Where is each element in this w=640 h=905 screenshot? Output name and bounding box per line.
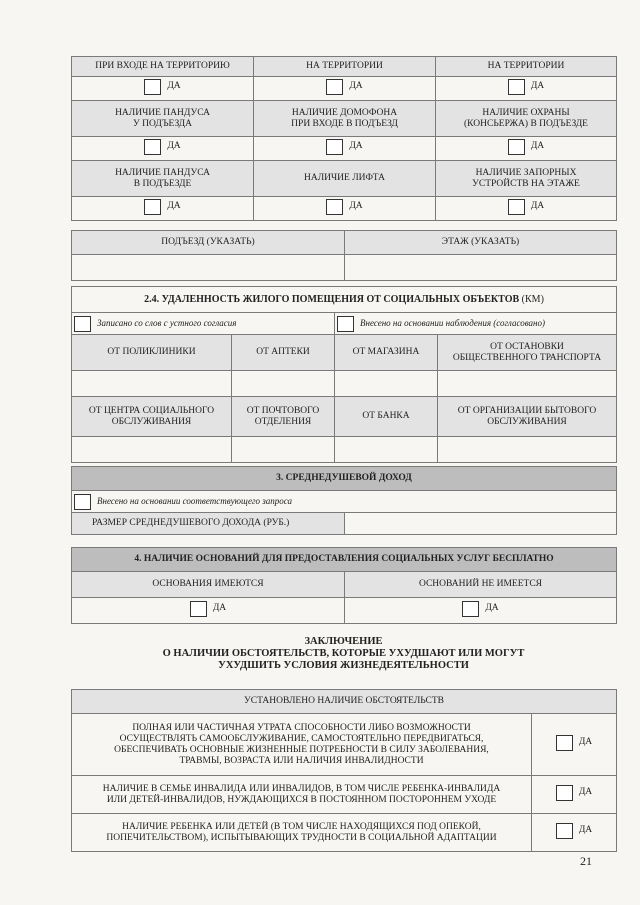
request-checkbox[interactable] xyxy=(74,494,91,510)
yes-checkbox[interactable] xyxy=(326,79,343,95)
yes-checkbox[interactable] xyxy=(508,199,525,215)
distance-header: ОТ АПТЕКИ xyxy=(232,335,335,371)
access-header: НАЛИЧИЕ ПАНДУСА У ПОДЪЕЗДА xyxy=(72,101,254,137)
request-option: Внесено на основании соответствующего запроса xyxy=(97,495,292,506)
yes-checkbox[interactable] xyxy=(326,139,343,155)
yes-checkbox[interactable] xyxy=(326,199,343,215)
yes-label: ДА xyxy=(167,201,181,211)
yes-checkbox[interactable] xyxy=(144,79,161,95)
entrance-floor-table xyxy=(71,230,617,281)
entrance-input[interactable] xyxy=(72,255,345,281)
distance-input[interactable] xyxy=(72,371,232,397)
distance-input[interactable] xyxy=(72,437,232,463)
grounds-have-not-label: ОСНОВАНИЙ НЕ ИМЕЕТСЯ xyxy=(345,572,617,598)
yes-checkbox[interactable] xyxy=(144,139,161,155)
grounds-have-label: ОСНОВАНИЯ ИМЕЮТСЯ xyxy=(72,572,345,598)
circumstance-text: НАЛИЧИЕ РЕБЕНКА ИЛИ ДЕТЕЙ (В ТОМ ЧИСЛЕ НАХОДЯЩИХСЯ ПОД ОПЕКОЙ, ПОПЕЧИТЕЛЬСТВОМ), ИСПЫТЫВАЮЩИХ ТРУДНОСТИ В СОЦИАЛЬНОЙ АДАПТАЦИИ xyxy=(72,814,532,852)
yes-label: ДА xyxy=(530,201,545,211)
yes-label: ДА xyxy=(530,141,545,151)
yes-checkbox[interactable] xyxy=(508,79,525,95)
conclusion-table xyxy=(71,689,617,852)
access-header: НАЛИЧИЕ ДОМОФОНА ПРИ ВХОДЕ В ПОДЪЕЗД xyxy=(254,101,436,137)
yes-checkbox[interactable] xyxy=(508,139,525,155)
yes-label: ДА xyxy=(349,201,363,211)
yes-label: ДА xyxy=(349,81,363,91)
distance-input[interactable] xyxy=(335,437,438,463)
income-table xyxy=(71,466,617,535)
yes-checkbox[interactable] xyxy=(144,199,161,215)
access-header: НАЛИЧИЕ ПАНДУСА В ПОДЪЕЗДЕ xyxy=(72,161,254,197)
yes-checkbox[interactable] xyxy=(556,785,573,801)
observed-checkbox[interactable] xyxy=(337,316,354,332)
floor-input[interactable] xyxy=(345,255,617,281)
building-access-table xyxy=(71,56,617,221)
distance-header: ОТ ПОЧТОВОГО ОТДЕЛЕНИЯ xyxy=(232,397,335,437)
yes-label: ДА xyxy=(578,825,593,835)
access-header: НАЛИЧИЕ ОХРАНЫ (КОНСЬЕРЖА) В ПОДЪЕЗДЕ xyxy=(436,101,617,137)
distance-input[interactable] xyxy=(232,371,335,397)
section-title: 4. НАЛИЧИЕ ОСНОВАНИЙ ДЛЯ ПРЕДОСТАВЛЕНИЯ СОЦИАЛЬНЫХ УСЛУГ БЕСПЛАТНО xyxy=(72,548,617,572)
distance-input[interactable] xyxy=(232,437,335,463)
income-amount-label: РАЗМЕР СРЕДНЕДУШЕВОГО ДОХОДА (РУБ.) xyxy=(72,513,345,535)
distance-header: ОТ МАГАЗИНА xyxy=(335,335,438,371)
distance-header: ОТ ОРГАНИЗАЦИИ БЫТОВОГО ОБСЛУЖИВАНИЯ xyxy=(438,397,617,437)
distance-header: ОТ БАНКА xyxy=(335,397,438,437)
yes-label: ДА xyxy=(530,81,545,91)
distance-input[interactable] xyxy=(438,371,617,397)
section-title: 3. СРЕДНЕДУШЕВОЙ ДОХОД xyxy=(72,467,617,491)
access-header: ПРИ ВХОДЕ НА ТЕРРИТОРИЮ xyxy=(72,57,254,77)
conclusion-header: УСТАНОВЛЕНО НАЛИЧИЕ ОБСТОЯТЕЛЬСТВ xyxy=(72,690,617,714)
verbal-checkbox[interactable] xyxy=(74,316,91,332)
distance-input[interactable] xyxy=(438,437,617,463)
section-title: 2.4. УДАЛЕННОСТЬ ЖИЛОГО ПОМЕЩЕНИЯ ОТ СОЦИАЛЬНЫХ ОБЪЕКТОВ xyxy=(144,294,520,305)
yes-checkbox[interactable] xyxy=(556,735,573,751)
yes-label: ДА xyxy=(485,603,499,613)
yes-checkbox[interactable] xyxy=(556,823,573,839)
yes-label: ДА xyxy=(167,81,181,91)
distance-table xyxy=(71,286,617,463)
access-header: НАЛИЧИЕ ЗАПОРНЫХ УСТРОЙСТВ НА ЭТАЖЕ xyxy=(436,161,617,197)
income-amount-input[interactable] xyxy=(345,513,617,535)
access-header: НАЛИЧИЕ ЛИФТА xyxy=(254,161,436,197)
distance-header: ОТ ОСТАНОВКИ ОБЩЕСТВЕННОГО ТРАНСПОРТА xyxy=(438,335,617,371)
grounds-table xyxy=(71,547,617,624)
circumstance-text: ПОЛНАЯ ИЛИ ЧАСТИЧНАЯ УТРАТА СПОСОБНОСТИ ЛИБО ВОЗМОЖНОСТИ ОСУЩЕСТВЛЯТЬ САМООБСЛУЖИВАНИЕ, САМОСТОЯТЕЛЬНО ПЕРЕДВИГАТЬСЯ, ОБЕСПЕЧИВАТЬ ОСНОВНЫЕ ЖИЗНЕННЫЕ ПОТРЕБНОСТИ В СИЛУ ЗАБОЛЕВАНИЯ, ТРАВМЫ, ВОЗРАСТА ИЛИ НАЛИЧИЯ ИНВАЛИДНОСТИ xyxy=(72,714,532,776)
distance-header: ОТ ЦЕНТРА СОЦИАЛЬНОГО ОБСЛУЖИВАНИЯ xyxy=(72,397,232,437)
yes-label: ДА xyxy=(578,787,593,797)
page-number: 21 xyxy=(580,854,592,868)
yes-label: ДА xyxy=(578,737,593,747)
yes-checkbox[interactable] xyxy=(190,601,207,617)
access-header: НА ТЕРРИТОРИИ xyxy=(254,57,436,77)
distance-header: ОТ ПОЛИКЛИНИКИ xyxy=(72,335,232,371)
yes-label: ДА xyxy=(349,141,363,151)
circumstance-text: НАЛИЧИЕ В СЕМЬЕ ИНВАЛИДА ИЛИ ИНВАЛИДОВ, В ТОМ ЧИСЛЕ РЕБЕНКА-ИНВАЛИДА ИЛИ ДЕТЕЙ-ИНВАЛИДОВ, НУЖДАЮЩИХСЯ В ПОСТОЯННОМ ПОСТОРОННЕМ УХОДЕ xyxy=(72,776,532,814)
verbal-option: Записано со слов с устного согласия xyxy=(97,317,237,328)
observed-option: Внесено на основании наблюдения (согласовано) xyxy=(360,317,546,328)
yes-checkbox[interactable] xyxy=(462,601,479,617)
conclusion-title: ЗАКЛЮЧЕНИЕ О НАЛИЧИИ ОБСТОЯТЕЛЬСТВ, КОТОРЫЕ УХУДШАЮТ ИЛИ МОГУТ УХУДШИТЬ УСЛОВИЯ ЖИЗНЕДЕЯТЕЛЬНОСТИ xyxy=(162,636,525,671)
access-header: НА ТЕРРИТОРИИ xyxy=(436,57,617,77)
floor-label: ЭТАЖ (УКАЗАТЬ) xyxy=(345,231,617,255)
yes-label: ДА xyxy=(167,141,181,151)
entrance-label: ПОДЪЕЗД (УКАЗАТЬ) xyxy=(72,231,345,255)
yes-label: ДА xyxy=(212,603,227,613)
unit-label: (КМ) xyxy=(519,294,544,305)
distance-input[interactable] xyxy=(335,371,438,397)
